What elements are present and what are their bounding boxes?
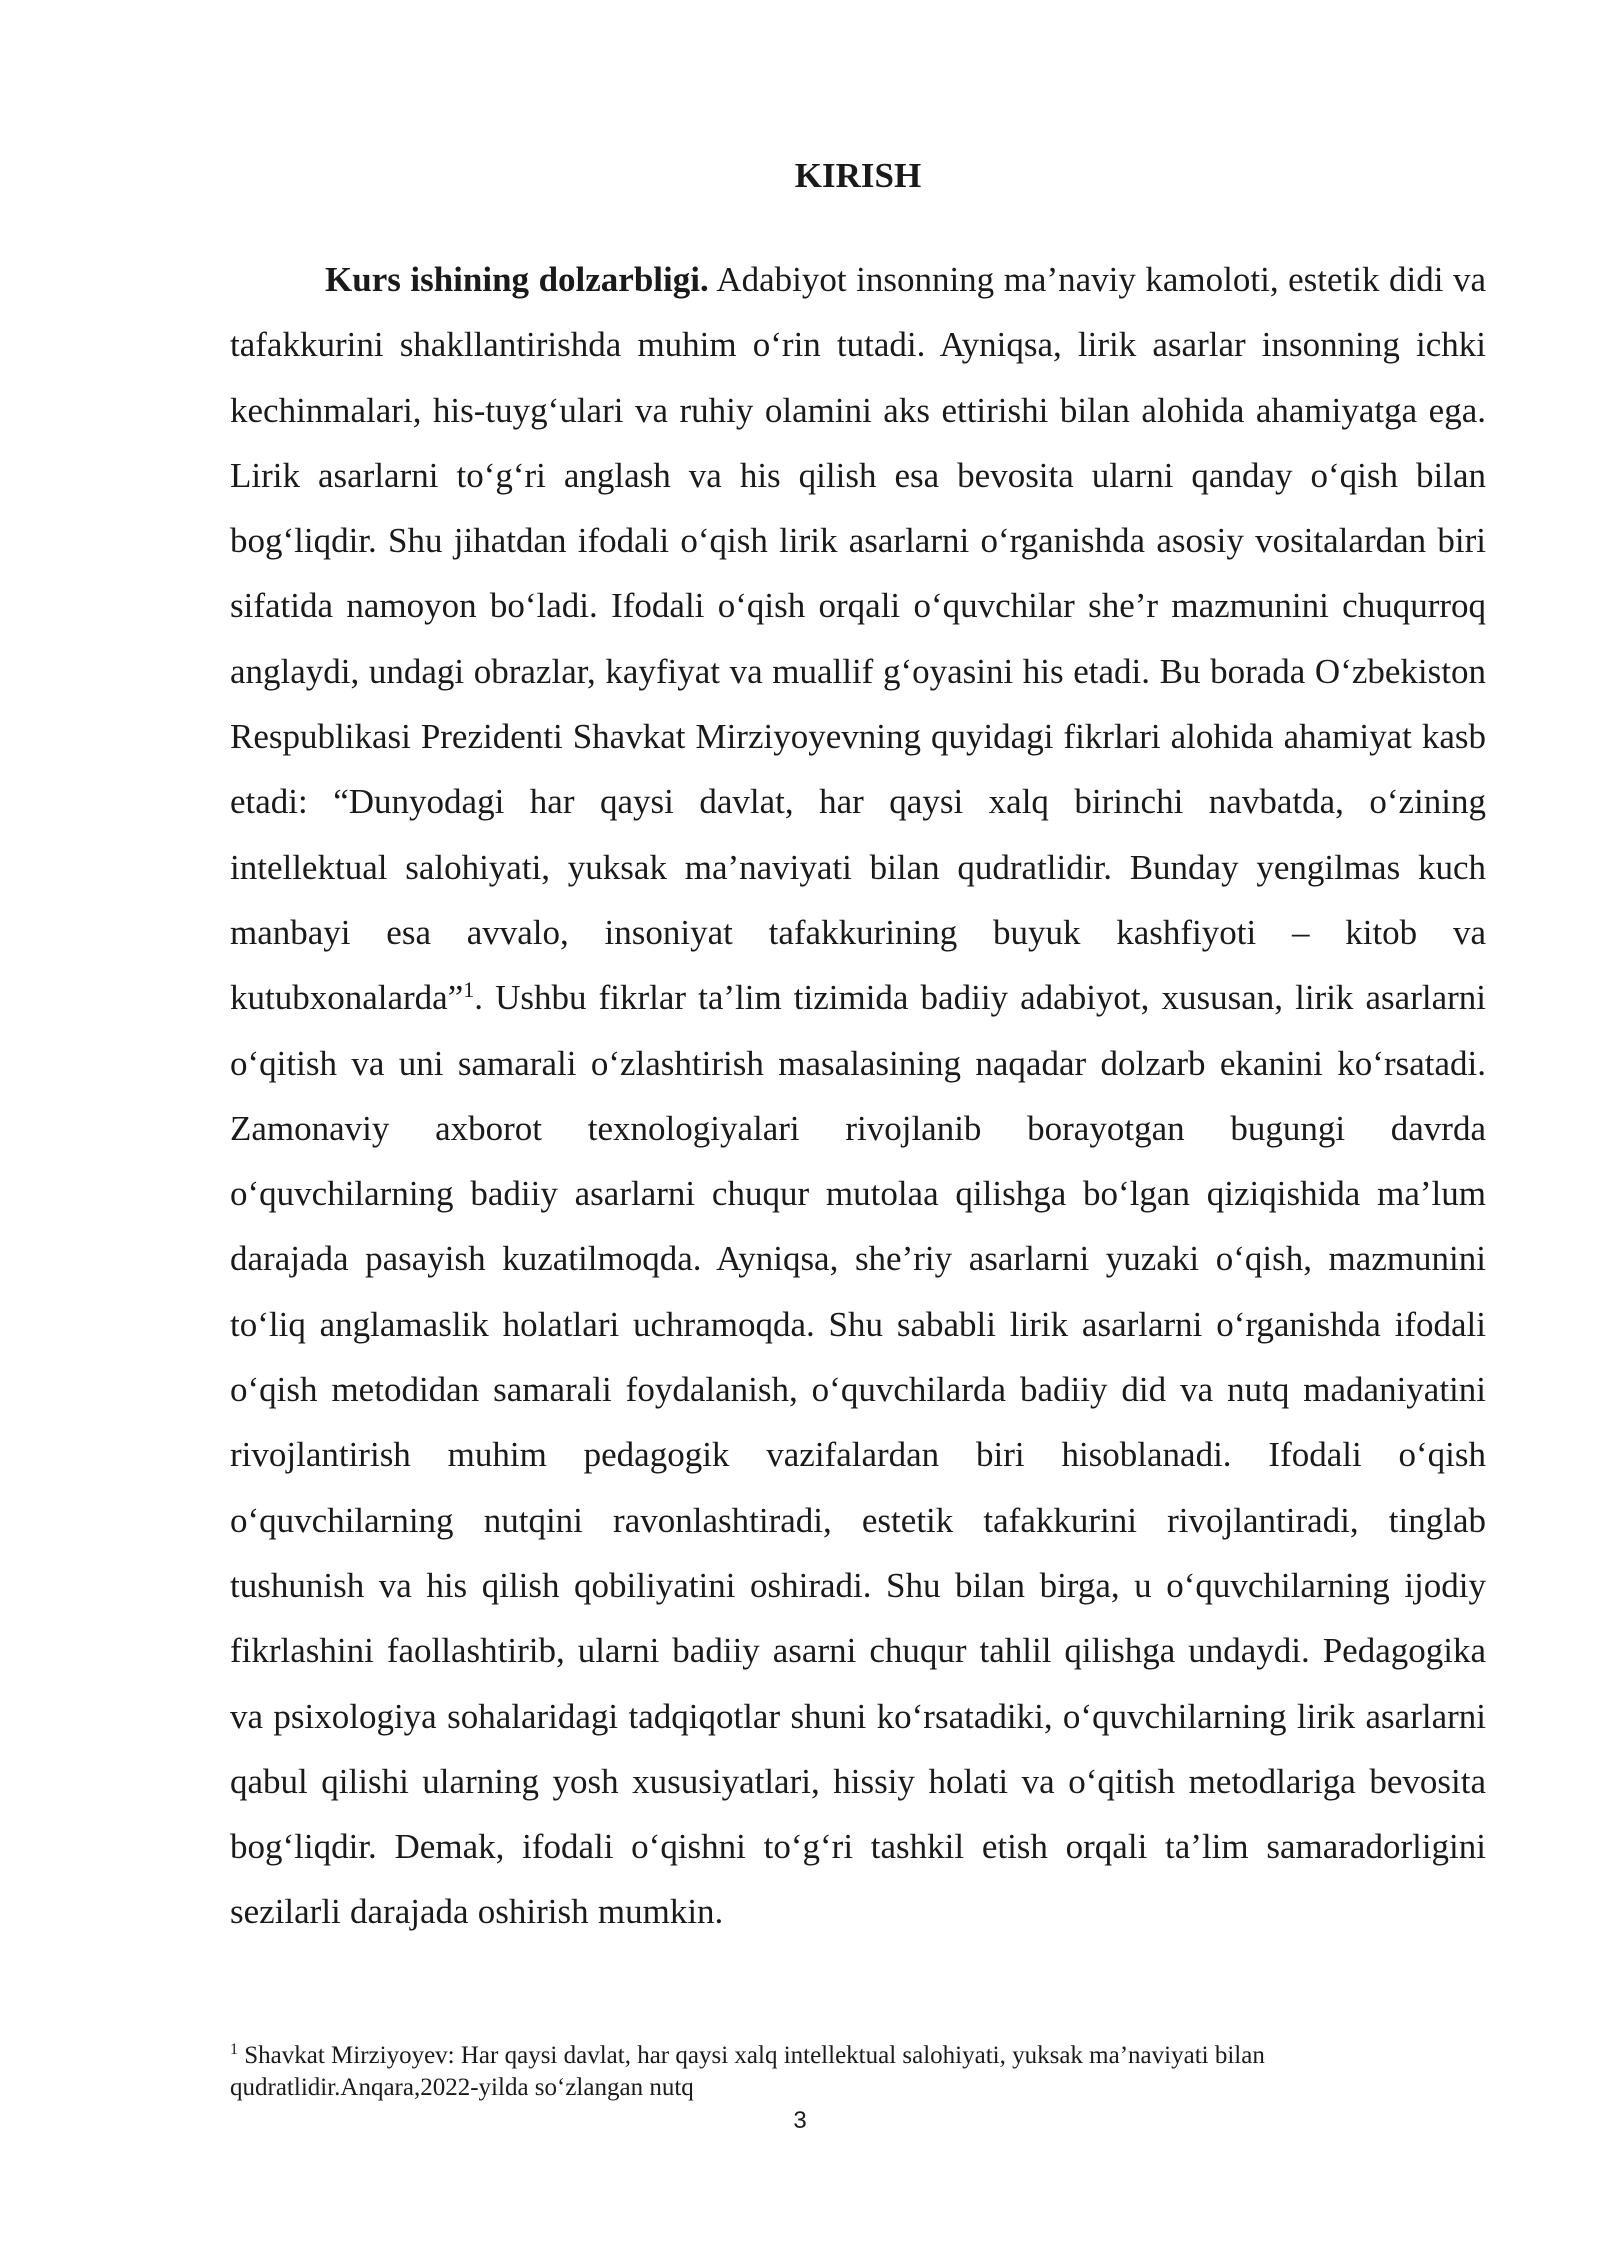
- footnote-reference: 1: [463, 977, 475, 1003]
- footnote-text: Shavkat Mirziyoyev: Har qaysi davlat, har qaysi xalq intellektual salohiyati, yuksak ma’naviyati bilan qudratlidir.Anqara,2022-yilda so‘zlangan nutq: [230, 2042, 1265, 2101]
- paragraph-text-part-1: Adabiyot insonning ma’naviy kamoloti, estetik didi va tafakkurini shakllantirishda muhim o‘rin tutadi. Ayniqsa, lirik asarlar insonning ichki kechinmalari, his-tuyg‘ulari va ruhiy olamini aks ettirishi bilan alohida ahamiyatga ega. Lirik asarlarni to‘g‘ri anglash va his qilish esa bevosita ularni qanday o‘qish bilan bog‘liqdir. Shu jihatdan ifodali o‘qish lirik asarlarni o‘rganishda asosiy vositalardan biri sifatida namoyon bo‘ladi. Ifodali o‘qish orqali o‘quvchilar she’r mazmunini chuqurroq anglaydi, undagi obrazlar, kayfiyat va muallif g‘oyasini his etadi. Bu borada O‘zbekiston Respublikasi Prezidenti Shavkat Mirziyoyevning quyidagi fikrlari alohida ahamiyat kasb etadi: “Dunyodagi har qaysi davlat, har qaysi xalq birinchi navbatda, o‘zining intellektual salohiyati, yuksak ma’naviyati bilan qudratlidir. Bunday yengilmas kuch manbayi esa avvalo, insoniyat tafakkurining buyuk kashfiyoti – kitob va kutubxonalarda”: [230, 260, 1486, 1018]
- paragraph-text-part-2: . Ushbu fikrlar ta’lim tizimida badiiy adabiyot, xususan, lirik asarlarni o‘qitish va uni samarali o‘zlashtirish masalasining naqadar dolzarb ekanini ko‘rsatadi. Zamonaviy axborot texnologiyalari rivojlanib borayotgan bugungi davrda o‘quvchilarning badiiy asarlarni chuqur mutolaa qilishga bo‘lgan qiziqishida ma’lum darajada pasayish kuzatilmoqda. Ayniqsa, she’riy asarlarni yuzaki o‘qish, mazmunini to‘liq anglamaslik holatlari uchramoqda. Shu sababli lirik asarlarni o‘rganishda ifodali o‘qish metodidan samarali foydalanish, o‘quvchilarda badiiy did va nutq madaniyatini rivojlantirish muhim pedagogik vazifalardan biri hisoblanadi. Ifodali o‘qish o‘quvchilarning nutqini ravonlashtiradi, estetik tafakkurini rivojlantiradi, tinglab tushunish va his qilish qobiliyatini oshiradi. Shu bilan birga, u o‘quvchilarning ijodiy fikrlashini faollashtirib, ularni badiiy asarni chuqur tahlil qilishga undaydi. Pedagogika va psixologiya sohalaridagi tadqiqotlar shuni ko‘rsatadiki, o‘quvchilarning lirik asarlarni qabul qilishi ularning yosh xususiyatlari, hissiy holati va o‘qitish metodlariga bevosita bog‘liqdir. Demak, ifodali o‘qishni to‘g‘ri tashkil etish orqali ta’lim samaradorligini sezilarli darajada oshirish mumkin.: [230, 978, 1486, 1932]
- body-paragraph: [230, 247, 1486, 1945]
- footnote-mark: 1: [230, 2041, 238, 2058]
- section-heading: KIRISH: [794, 156, 922, 195]
- page-number: 3: [793, 2107, 807, 2134]
- paragraph-lead: Kurs ishining dolzarbligi.: [325, 260, 709, 299]
- footnote: [230, 2040, 1486, 2104]
